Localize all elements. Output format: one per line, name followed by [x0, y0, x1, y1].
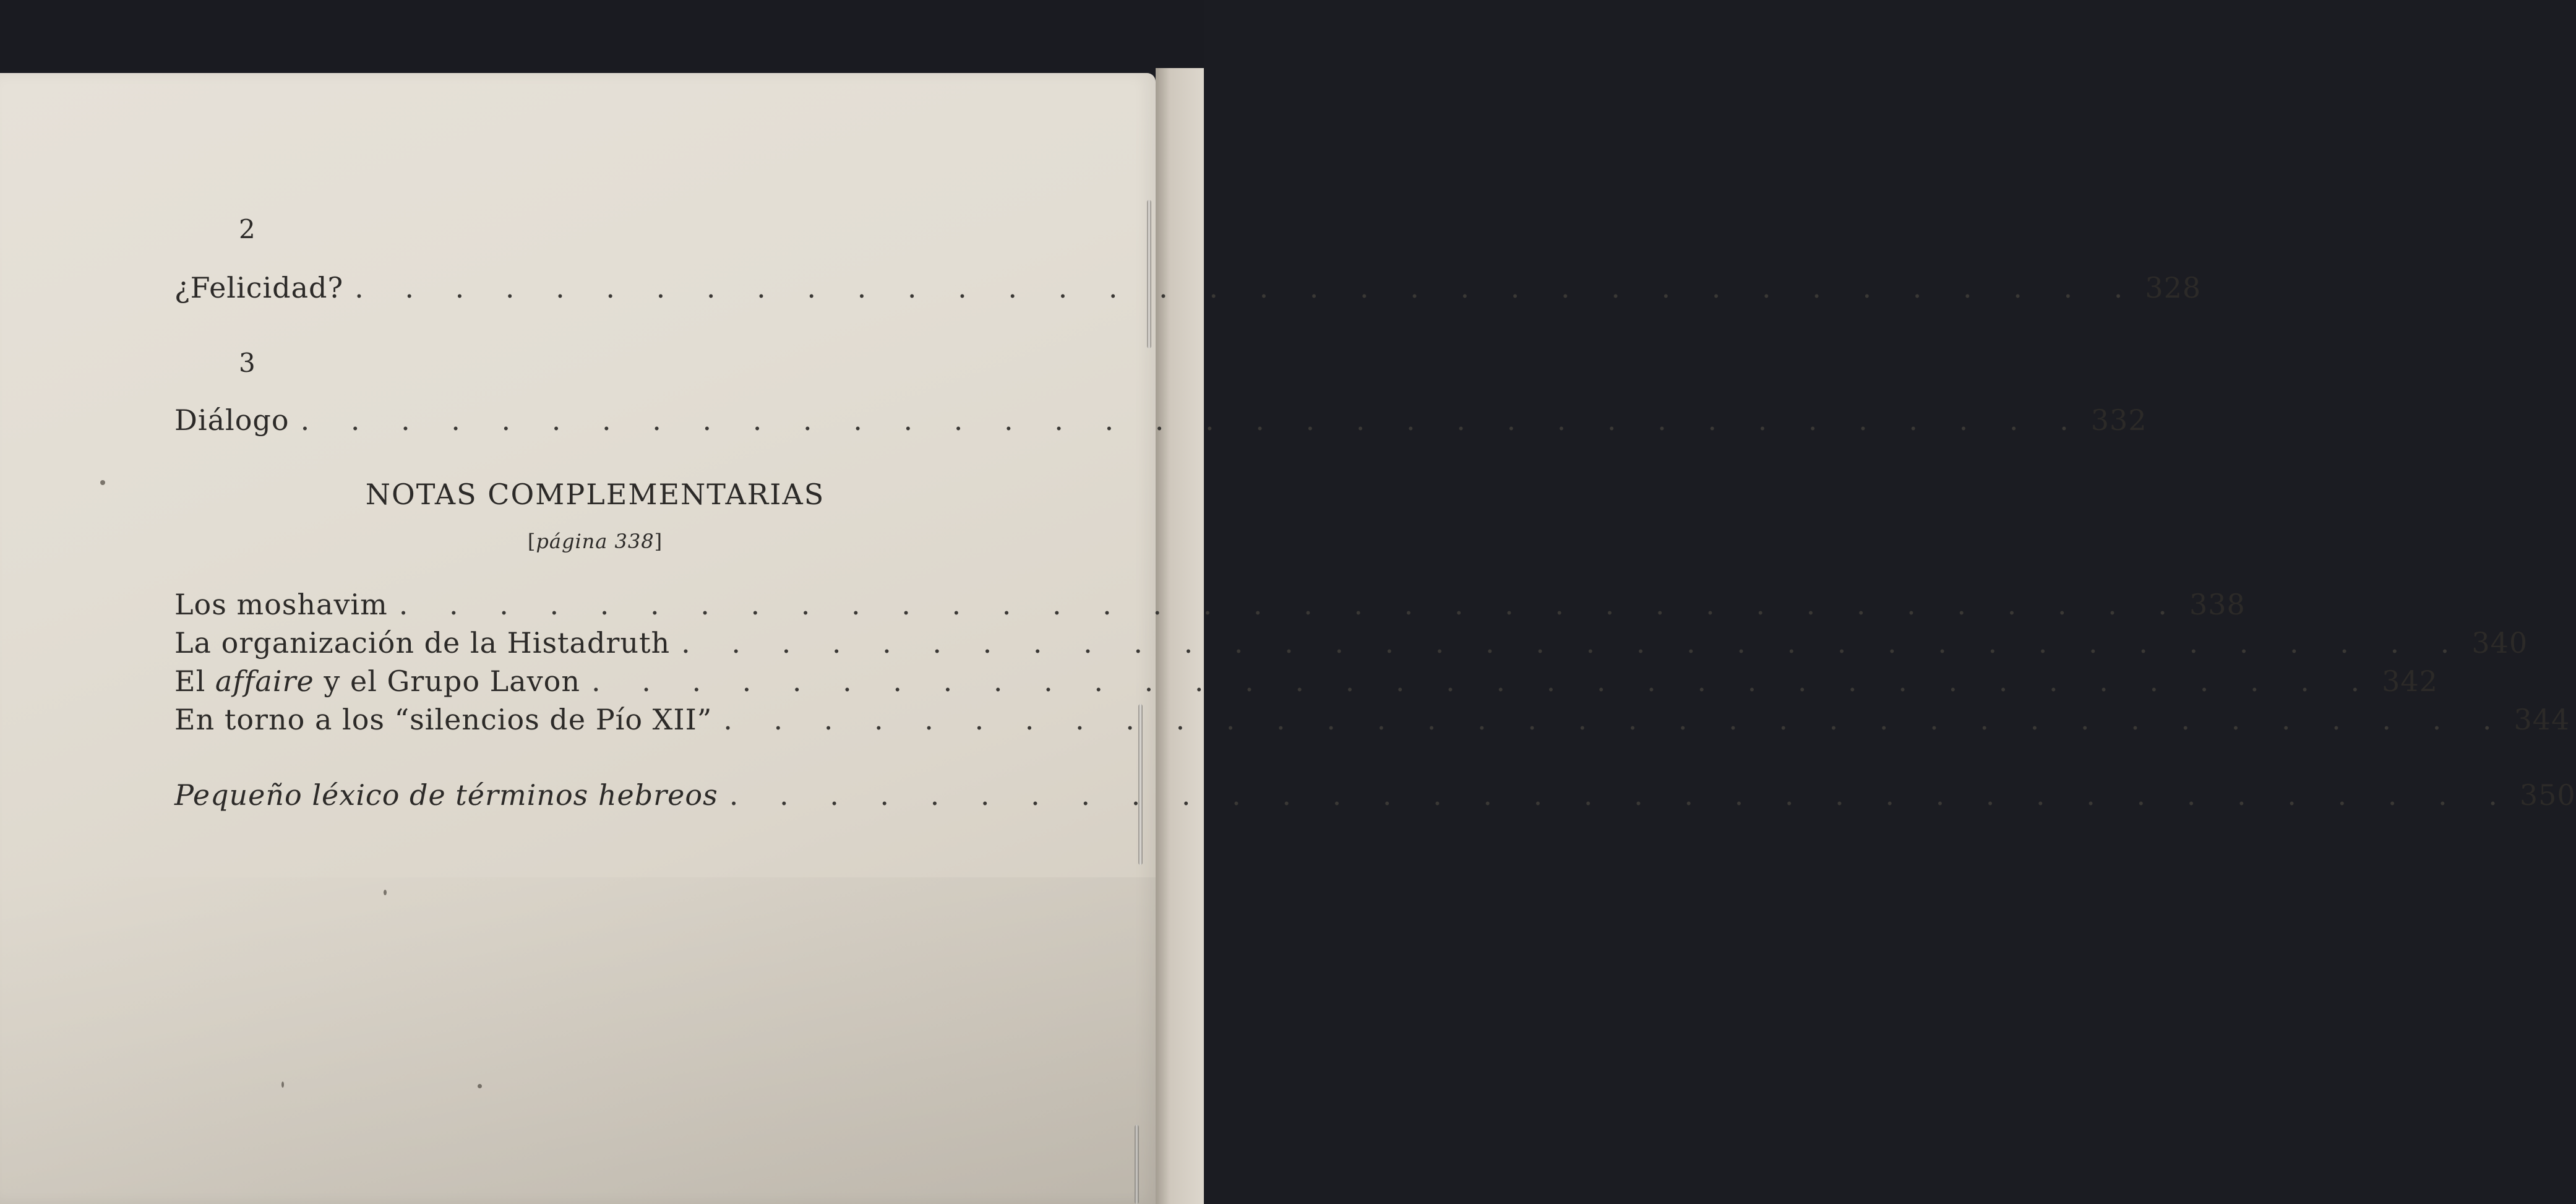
toc-entry [174, 664, 2438, 698]
notes-subheading [174, 530, 1016, 553]
paper-speck [478, 1084, 482, 1088]
notes-heading: NOTAS COMPLEMENTARIAS [365, 478, 825, 511]
paper-speck [100, 480, 105, 485]
dot-leader: . . . . . . . . . . . . . . . . . . . . . . . . . . . . . . . . . . . . [681, 626, 2466, 660]
dot-leader: . . . . . . . . . . . . . . . . . . . . . . . . . . . . . . . . . . . . [354, 271, 2139, 304]
toc-entry [174, 403, 2147, 437]
title-part: El [174, 664, 215, 698]
toc-entry-title: La organización de la Histadruth [174, 626, 671, 660]
toc-entry-page: 328 [2145, 271, 2202, 304]
toc-entry [174, 271, 2202, 304]
toc-entry-page: 332 [2090, 403, 2147, 437]
staple-bottom [1135, 1125, 1139, 1204]
dot-leader: . . . . . . . . . . . . . . . . . . . . . . . . . . . . . . . . . . . . [300, 403, 2085, 437]
toc-entry-page: 350 [2519, 778, 2576, 812]
toc-entry-title: En torno a los “silencios de Pío XII” [174, 703, 713, 736]
book-page [0, 73, 2576, 1204]
paper-speck [384, 890, 387, 895]
toc-entry-page: 338 [2189, 588, 2246, 621]
title-part: y el Grupo Lavon [314, 664, 580, 698]
toc-entry-title: Los moshavim [174, 588, 388, 621]
bracket-close: ] [654, 530, 663, 553]
section-number: 2 [239, 214, 255, 244]
toc-entry [174, 588, 2246, 621]
title-italic-part: affaire [215, 664, 314, 698]
toc-entry-title: Pequeño léxico de términos hebreos [174, 778, 718, 812]
dot-leader: . . . . . . . . . . . . . . . . . . . . . . . . . . . . . . . . . . . . [723, 703, 2508, 736]
section-number: 3 [239, 348, 255, 378]
toc-entry-title: ¿Felicidad? [174, 271, 344, 304]
toc-entry-page: 344 [2514, 703, 2570, 736]
toc-entry-page: 340 [2471, 626, 2528, 660]
paper-speck [281, 1081, 284, 1088]
toc-entry [174, 703, 2570, 736]
notes-subheading-text: página 338 [536, 530, 655, 553]
toc-entry-title [174, 664, 580, 698]
dot-leader: . . . . . . . . . . . . . . . . . . . . . . . . . . . . . . . . . . . . [398, 588, 2183, 621]
toc-entry [174, 778, 2576, 812]
bracket-open: [ [527, 530, 536, 553]
dot-leader: . . . . . . . . . . . . . . . . . . . . . . . . . . . . . . . . . . . . [591, 664, 2376, 698]
toc-entry-page: 342 [2382, 664, 2438, 698]
toc-entry-title: Diálogo [174, 403, 290, 437]
toc-entry [174, 626, 2528, 660]
dot-leader: . . . . . . . . . . . . . . . . . . . . . . . . . . . . . . . . . . . . [729, 778, 2514, 812]
